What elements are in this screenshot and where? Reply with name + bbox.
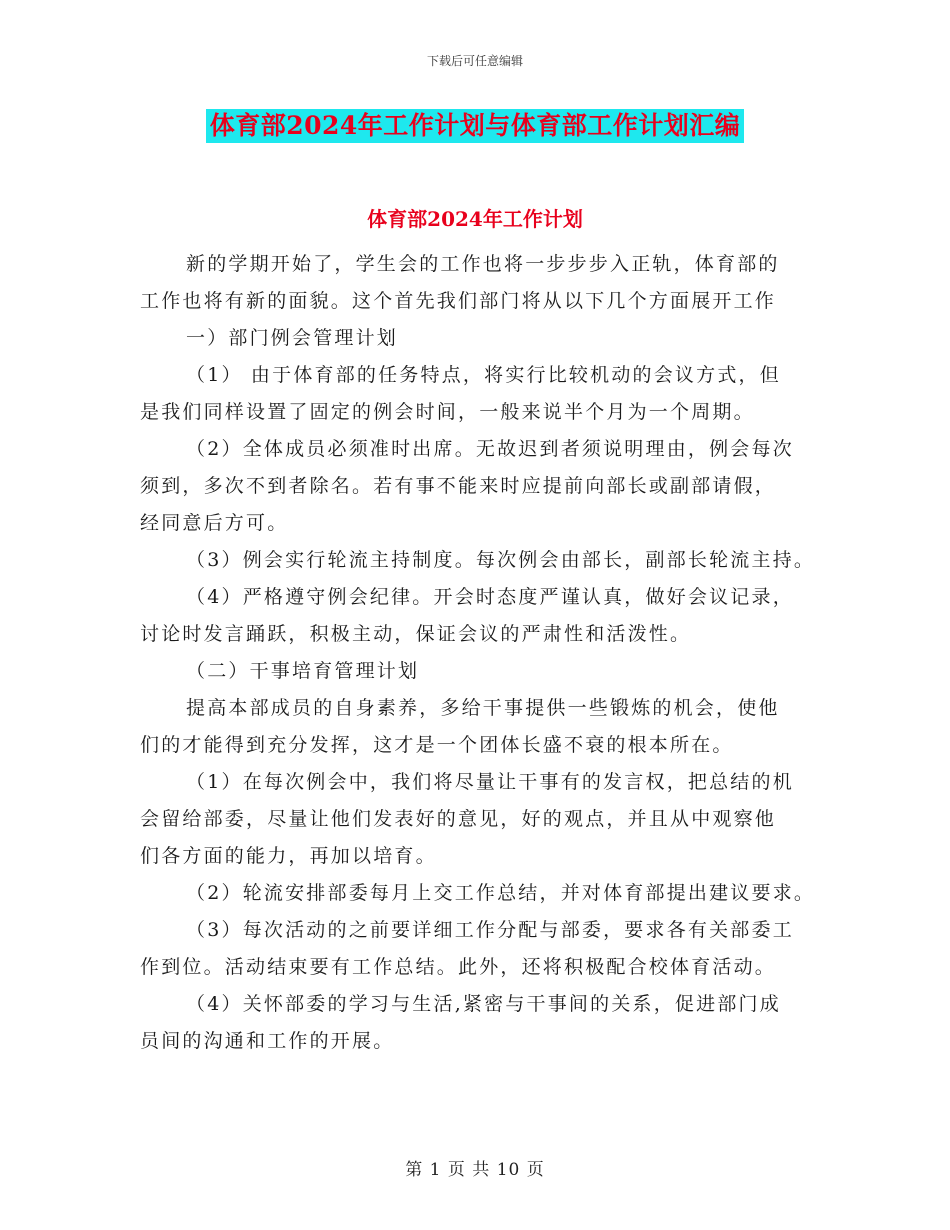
section-title: 体育部2024年工作计划 — [367, 207, 583, 231]
body-line: 员间的沟通和工作的开展。 — [140, 1030, 395, 1052]
page-footer: 第 1 页 共 10 页 — [405, 1160, 545, 1180]
body-line: 讨论时发言踊跃，积极主动，保证会议的严肃性和活泼性。 — [140, 623, 692, 645]
body-line: 提高本部成员的自身素养，多给干事提供一些锻炼的机会，使他 — [186, 697, 780, 719]
body-line: 新的学期开始了，学生会的工作也将一步步步入正轨，体育部的 — [186, 253, 780, 275]
body-line: （1） 由于体育部的任务特点，将实行比较机动的会议方式，但 — [186, 364, 781, 386]
body-line: 经同意后方可。 — [140, 512, 289, 534]
body-line: （2）轮流安排部委每月上交工作总结，并对体育部提出建议要求。 — [186, 882, 816, 904]
body-line: 须到，多次不到者除名。若有事不能来时应提前向部长或副部请假， — [140, 475, 777, 497]
document-title-container — [0, 109, 950, 143]
body-line: 作到位。活动结束要有工作总结。此外，还将积极配合校体育活动。 — [140, 956, 777, 978]
body-line: 会留给部委，尽量让他们发表好的意见，好的观点，并且从中观察他 — [140, 808, 777, 830]
body-line: （二）干事培育管理计划 — [186, 660, 420, 682]
body-line: （4）严格遵守例会纪律。开会时态度严谨认真，做好会议记录， — [186, 586, 794, 608]
body-line: （1）在每次例会中，我们将尽量让干事有的发言权，把总结的机 — [186, 771, 794, 793]
body-line: （4）关怀部委的学习与生活,紧密与干事间的关系，促进部门成 — [186, 993, 781, 1015]
body-line: 们各方面的能力，再加以培育。 — [140, 845, 437, 867]
body-line: （3）例会实行轮流主持制度。每次例会由部长，副部长轮流主持。 — [186, 549, 816, 571]
document-title: 体育部2024年工作计划与体育部工作计划汇编 — [206, 109, 745, 143]
body-line: 一）部门例会管理计划 — [186, 327, 399, 349]
body-line: 是我们同样设置了固定的例会时间，一般来说半个月为一个周期。 — [140, 401, 755, 423]
header-note: 下载后可任意编辑 — [426, 54, 523, 68]
body-line: （3）每次活动的之前要详细工作分配与部委，要求各有关部委工 — [186, 919, 794, 941]
body-line: 工作也将有新的面貌。这个首先我们部门将从以下几个方面展开工作 — [140, 290, 777, 312]
body-line: 们的才能得到充分发挥，这才是一个团体长盛不衰的根本所在。 — [140, 734, 734, 756]
body-line: （2）全体成员必须准时出席。无故迟到者须说明理由，例会每次 — [186, 438, 794, 460]
